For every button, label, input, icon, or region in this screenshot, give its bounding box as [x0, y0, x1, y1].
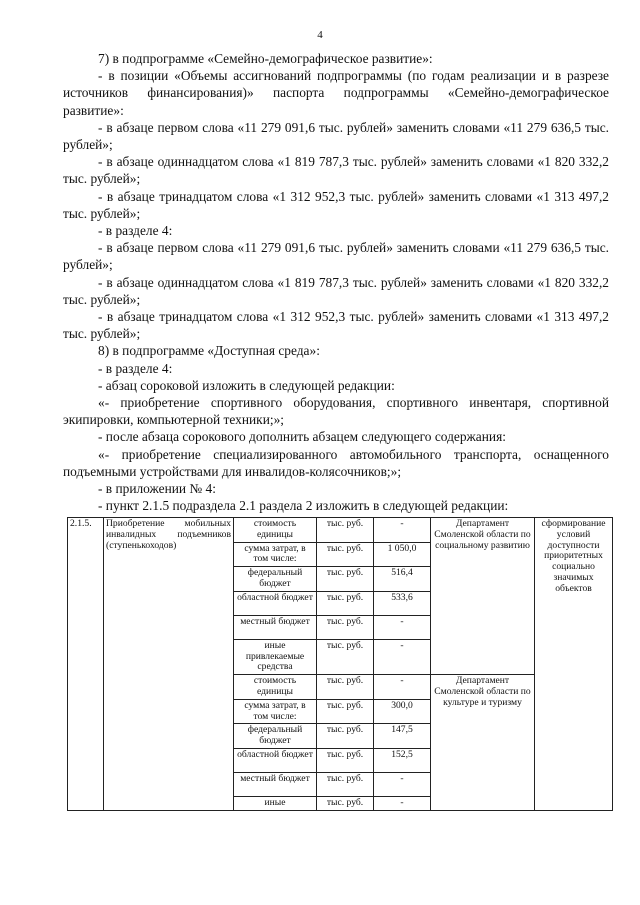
row-unit: тыс. руб. [317, 724, 374, 749]
paragraph: - в разделе 4: [98, 360, 173, 376]
row-unit: тыс. руб. [317, 699, 374, 724]
paragraph: - после абзаца сорокового дополнить абзацем следующего содержания: [98, 429, 506, 445]
paragraph: 7) в подпрограмме «Семейно-демографическое развитие»: [98, 51, 433, 66]
row-value: - [374, 796, 431, 810]
row-label: сумма затрат, в том числе: [234, 542, 317, 567]
paragraph: - в абзаце первом слова «11 279 091,6 тыс. рублей» заменить словами «11 279 636,5 тыс. рублей»; [63, 119, 609, 153]
paragraph: - в абзаце тринадцатом слова «1 312 952,3 тыс. рублей» заменить словами «1 313 497,2 тыс. рублей»; [63, 188, 609, 221]
row-unit: тыс. руб. [317, 542, 374, 567]
row-value: - [374, 675, 431, 700]
paragraph: - в разделе 4: [98, 223, 173, 239]
page-number: 4 [317, 29, 323, 41]
row-value: 152,5 [374, 748, 431, 772]
row-label: областной бюджет [234, 591, 317, 615]
paragraph: - в абзаце первом слова «11 279 091,6 тыс. рублей» заменить словами «11 279 636,5 тыс. рублей»; [63, 240, 609, 273]
row-value: - [374, 518, 431, 543]
row-label: стоимость единицы [234, 675, 317, 700]
row-unit: тыс. руб. [317, 675, 374, 700]
result: сформирование условий доступности приоритетных социально значимых объектов [535, 518, 613, 811]
department: Департамент Смоленской области по социальному развитию [431, 518, 535, 675]
department: Департамент Смоленской области по культуре и туризму [431, 675, 535, 811]
row-label: местный бюджет [234, 615, 317, 639]
row-unit: тыс. руб. [317, 518, 374, 543]
row-value: 300,0 [374, 699, 431, 724]
row-unit: тыс. руб. [317, 591, 374, 615]
row-unit: тыс. руб. [317, 567, 374, 592]
document-body [63, 50, 609, 514]
row-label: федеральный бюджет [234, 724, 317, 749]
row-value: 1 050,0 [374, 542, 431, 567]
row-label: местный бюджет [234, 772, 317, 796]
row-unit: тыс. руб. [317, 748, 374, 772]
item-number: 2.1.5. [68, 518, 104, 811]
row-unit: тыс. руб. [317, 639, 374, 674]
paragraph: 8) в подпрограмме «Доступная среда»: [98, 343, 320, 359]
paragraph: «- приобретение специализированного автомобильного транспорта, оснащенного подъемными устройствами для инвалидов-колясочников;»; [63, 446, 609, 479]
paragraph: - в абзаце одиннадцатом слова «1 819 787,3 тыс. рублей» заменить словами «1 820 332,2 тыс. рублей»; [63, 154, 609, 187]
row-unit: тыс. руб. [317, 615, 374, 639]
row-unit: тыс. руб. [317, 772, 374, 796]
paragraph: - абзац сороковой изложить в следующей редакции: [98, 377, 395, 393]
row-label: иные [234, 796, 317, 810]
item-name: Приобретение мобильных инвалидных подъемников (ступенькоходов) [104, 518, 234, 811]
row-unit: тыс. руб. [317, 796, 374, 810]
row-value: 147,5 [374, 724, 431, 749]
paragraph: - в приложении № 4: [98, 481, 216, 497]
table-row [68, 518, 613, 543]
row-label: иные привлекаемые средства [234, 639, 317, 674]
paragraph: - в позиции «Объемы ассигнований подпрограммы (по годам реализации и в разрезе источников финансирования)» паспорта подпрограммы «Семейно-демографическое развитие»: [63, 68, 609, 118]
row-value: 533,6 [374, 591, 431, 615]
paragraph: - в абзаце одиннадцатом слова «1 819 787,3 тыс. рублей» заменить словами «1 820 332,2 тыс. рублей»; [63, 274, 609, 307]
paragraph: - пункт 2.1.5 подраздела 2.1 раздела 2 изложить в следующей редакции: [98, 498, 509, 514]
row-value: 516,4 [374, 567, 431, 592]
row-label: федеральный бюджет [234, 567, 317, 592]
row-label: стоимость единицы [234, 518, 317, 543]
budget-table [67, 517, 613, 811]
row-value: - [374, 615, 431, 639]
row-label: сумма затрат, в том числе: [234, 699, 317, 724]
paragraph: - в абзаце тринадцатом слова «1 312 952,3 тыс. рублей» заменить словами «1 313 497,2 тыс. рублей»; [63, 309, 609, 342]
row-label: областной бюджет [234, 748, 317, 772]
row-value: - [374, 639, 431, 674]
paragraph: «- приобретение спортивного оборудования, спортивного инвентаря, спортивной экипировки, компьютерной техники;»; [63, 395, 609, 428]
row-value: - [374, 772, 431, 796]
